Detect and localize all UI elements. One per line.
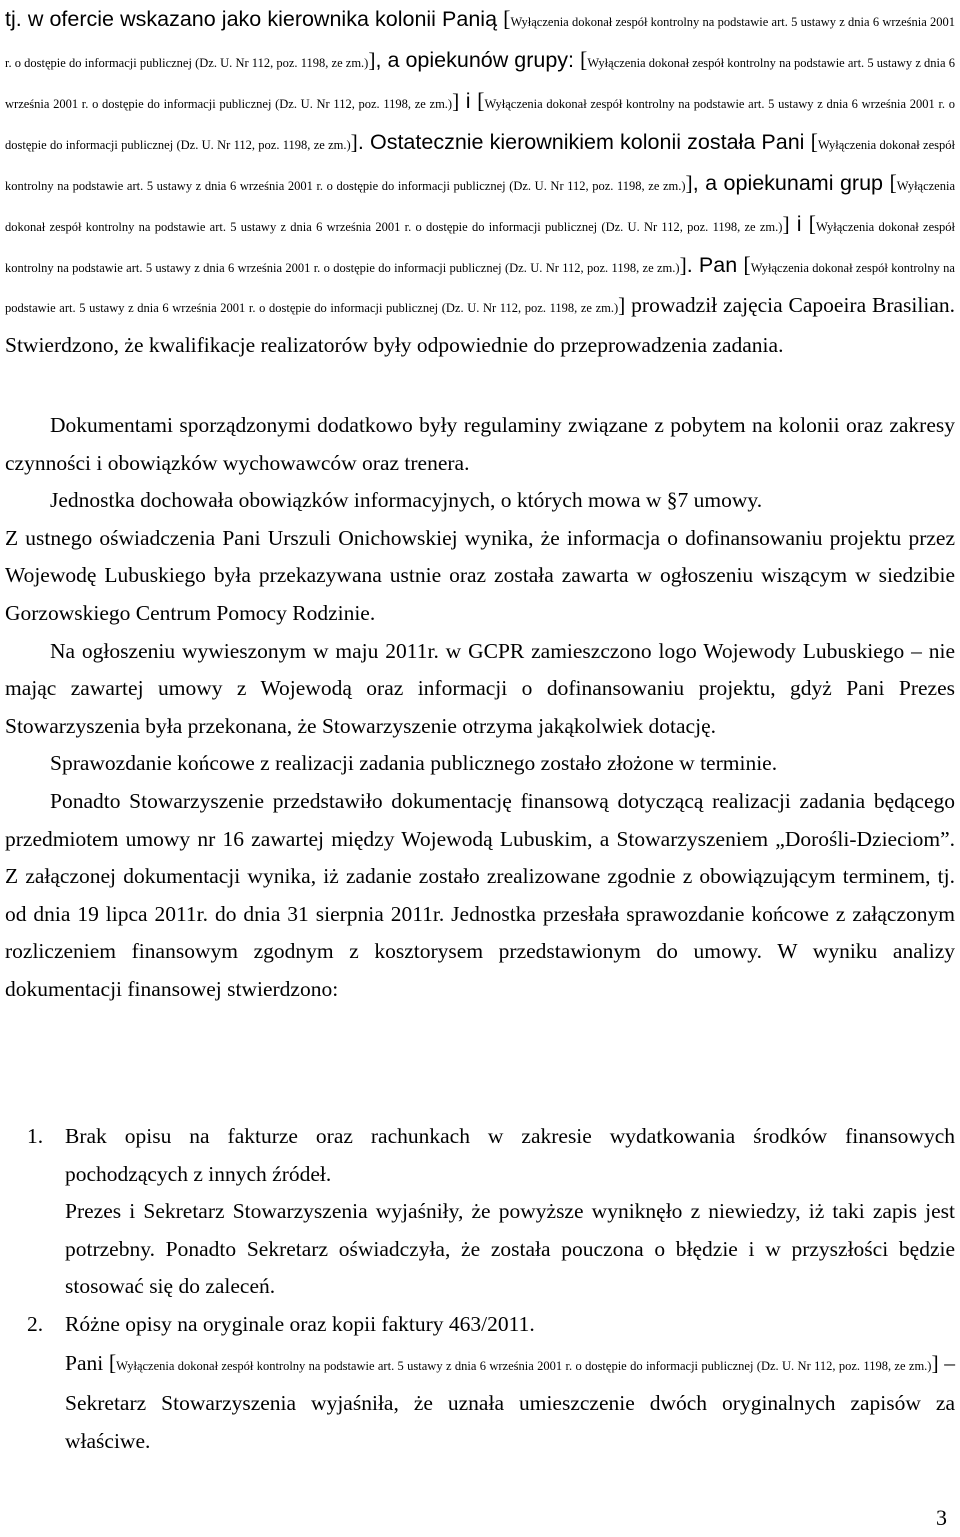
- redaction: [Wyłączenia dokonał zespół kontrolny na podstawie art. 5 ustawy z dnia 6 września 2001 r. o dostępie do informacji publicznej (Dz. U. Nr 112, poz. 1198, ze zm.)]: [5, 129, 955, 195]
- text-segment: – Sekretarz Stowarzyszenia wyjaśniła, że uznała umieszczenie dwóch oryginalnych zapisów za właściwe.: [65, 1350, 955, 1453]
- text-segment: i: [459, 89, 478, 113]
- list-item-text: Brak opisu na fakturze oraz rachunkach w zakresie wydatkowania środków finansowych pochodzących z innych źródeł.: [65, 1124, 955, 1186]
- findings-list: [5, 1118, 955, 1460]
- list-number: 1.: [27, 1124, 44, 1148]
- paragraph: Jednostka dochowała obowiązków informacyjnych, o których mowa w §7 umowy.: [50, 488, 763, 513]
- redaction: [Wyłączenia dokonał zespół kontrolny na podstawie art. 5 ustawy z dnia 6 września 2001 r. o dostępie do informacji publicznej (Dz. U. Nr 112, poz. 1198, ze zm.)]: [5, 6, 956, 72]
- paragraph: Sprawozdanie końcowe z realizacji zadania publicznego zostało złożone w terminie.: [50, 751, 778, 776]
- list-item-explanation: Prezes i Sekretarz Stowarzyszenia wyjaśniły, że powyższe wyniknęło z niewiedzy, iż taki zapis jest potrzebny. Ponadto Sekretarz oświadczyła, że została pouczona o błędzie i w przyszłości będzie stosować się do zaleceń.: [65, 1199, 955, 1299]
- redaction: [Wyłączenia dokonał zespół kontrolny na podstawie art. 5 ustawy z dnia 6 września 2001 r. o dostępie do informacji publicznej (Dz. U. Nr 112, poz. 1198, ze zm.)]: [5, 211, 955, 277]
- list-item-text: Różne opisy na oryginale oraz kopii faktury 463/2011.: [65, 1311, 535, 1336]
- text-segment: i: [789, 212, 809, 236]
- text-segment: Ostatecznie kierownikiem kolonii została Pani: [369, 130, 811, 154]
- list-number: 2.: [27, 1311, 44, 1336]
- text-segment: prowadził zajęcia Capoeira Brasilian. Stwierdzono, że kwalifikacje realizatorów były odpowiednie do przeprowadzenia zadania.: [5, 293, 955, 357]
- paragraph-staff-offer: [5, 0, 955, 364]
- text-segment: . Pan: [686, 253, 744, 277]
- text-segment: tj. w ofercie wskazano jako kierownika kolonii Panią: [5, 7, 504, 31]
- paragraph: Z ustnego oświadczenia Pani Urszuli Onichowskiej wynika, że informacja o dofinansowaniu projektu przez Wojewodę Lubuskiego była przekazywana ustnie oraz została zawarta w ogłoszeniu wiszącym w siedzibie Gorzowskiego Centrum Pomocy Rodzinie.: [5, 525, 955, 625]
- text-segment: , a opiekunami grup: [692, 171, 890, 195]
- redaction: [Wyłączenia dokonał zespół kontrolny na podstawie art. 5 ustawy z dnia 6 września 2001 r. o dostępie do informacji publicznej (Dz. U. Nr 112, poz. 1198, ze zm.)]: [108, 1349, 939, 1375]
- list-item: [5, 1118, 955, 1193]
- body-paragraphs: [5, 407, 955, 1009]
- redaction: [Wyłączenia dokonał zespół kontrolny na podstawie art. 5 ustawy z dnia 6 września 2001 r. o dostępie do informacji publicznej (Dz. U. Nr 112, poz. 1198, ze zm.)]: [5, 88, 955, 154]
- list-item-explanation: [5, 1344, 955, 1461]
- paragraph: Na ogłoszeniu wywieszonym w maju 2011r. w GCPR zamieszczono logo Wojewody Lubuskiego – nie mając zawartej umowy z Wojewodą oraz informacji o dofinansowaniu projektu, gdyż Pani Prezes Stowarzyszenia była przekonana, że Stowarzyszenie otrzyma jakąkolwiek dotację.: [5, 638, 955, 738]
- page-number: 3: [936, 1505, 947, 1530]
- redaction: [Wyłączenia dokonał zespół kontrolny na podstawie art. 5 ustawy z dnia 6 września 2001 r. o dostępie do informacji publicznej (Dz. U. Nr 112, poz. 1198, ze zm.)]: [5, 170, 955, 236]
- paragraph: Dokumentami sporządzonymi dodatkowo były regulaminy związane z pobytem na kolonii oraz zakresy czynności i obowiązków wychowawców oraz trenera.: [5, 413, 955, 475]
- list-item: [5, 1306, 955, 1344]
- text-segment: .: [357, 130, 364, 154]
- text-segment: , a opiekunów grupy:: [375, 48, 581, 72]
- redaction: [Wyłączenia dokonał zespół kontrolny na podstawie art. 5 ustawy z dnia 6 września 2001 r. o dostępie do informacji publicznej (Dz. U. Nr 112, poz. 1198, ze zm.)]: [5, 47, 955, 113]
- redaction: [Wyłączenia dokonał zespół kontrolny na podstawie art. 5 ustawy z dnia 6 września 2001 r. o dostępie do informacji publicznej (Dz. U. Nr 112, poz. 1198, ze zm.)]: [5, 252, 955, 317]
- text-segment: Pani: [65, 1350, 109, 1375]
- paragraph: Ponadto Stowarzyszenie przedstawiło dokumentację finansową dotyczącą realizacji zadania będącego przedmiotem umowy nr 16 zawartej między Wojewodą Lubuskim, a Stowarzyszeniem „Dorośli-Dzieciom”. Z załączonej dokumentacji wynika, iż zadanie zostało zrealizowane zgodnie z obowiązującym terminem, tj. od dnia 19 lipca 2011r. do dnia 31 sierpnia 2011r. Jednostka przesłała sprawozdanie końcowe z załączonym rozliczeniem finansowym zgodnym z kosztorysem przedstawionym do umowy. W wyniku analizy dokumentacji finansowej stwierdzono:: [5, 788, 955, 1001]
